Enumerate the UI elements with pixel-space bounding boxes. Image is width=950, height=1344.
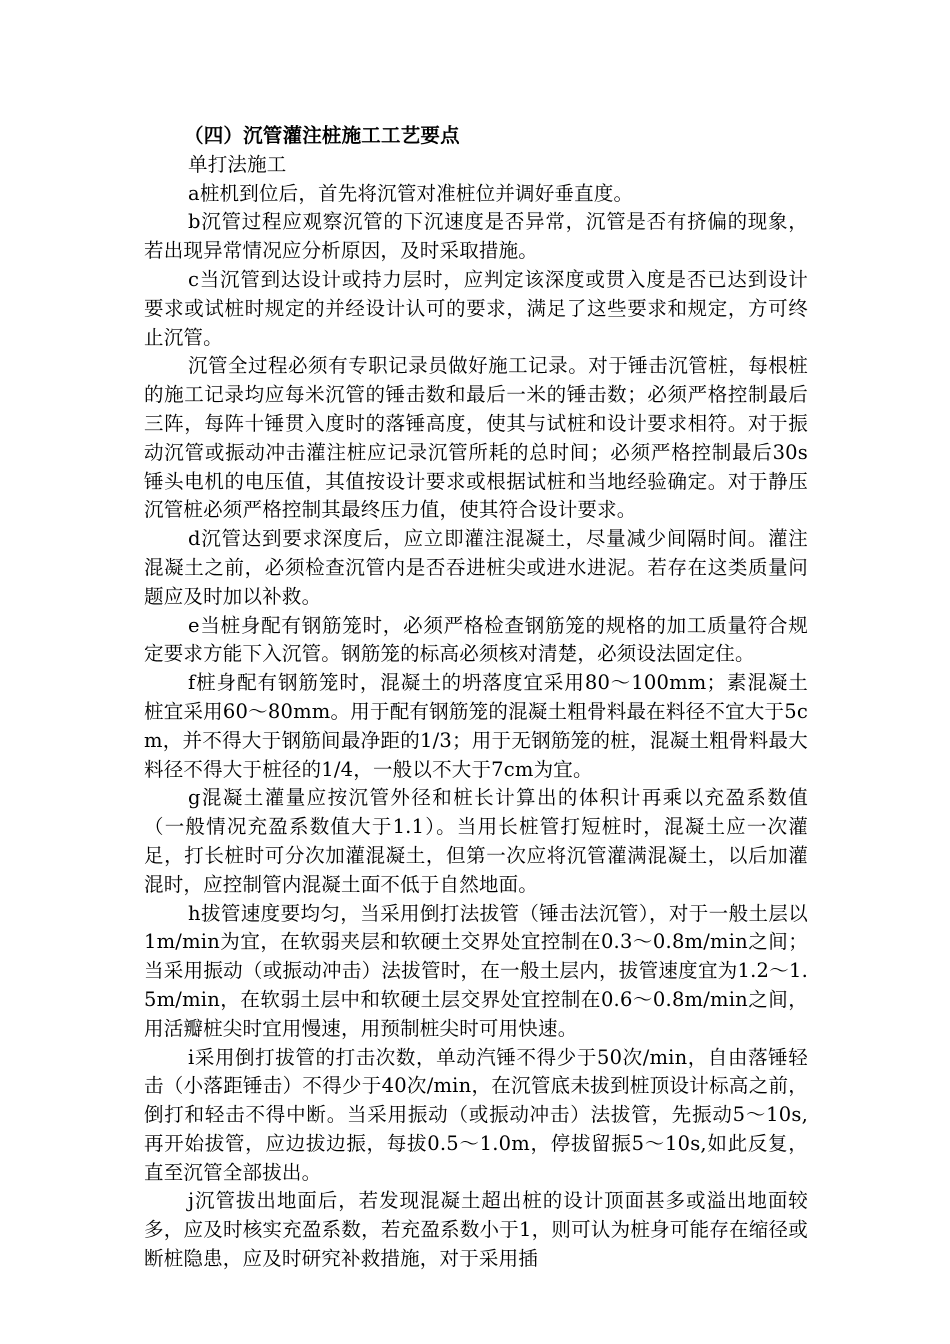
paragraph-d: d沉管达到要求深度后，应立即灌注混凝土，尽量减少间隔时间。灌注混凝土之前，必须检查沉管内是否吞进桩尖或进水进泥。若存在这类质量问题应及时加以补救。 bbox=[144, 527, 808, 608]
paragraph-e: e当桩身配有钢筋笼时，必须严格检查钢筋笼的规格的加工质量符合规定要求方能下入沉管。钢筋笼的标高必须核对清楚，必须设法固定住。 bbox=[144, 613, 808, 666]
paragraph-j: j沉管拔出地面后，若发现混凝土超出桩的设计顶面甚多或溢出地面较多，应及时核实充盈系数，若充盈系数小于1，则可认为桩身可能存在缩径或断桩隐患，应及时研究补救措施，对于采用插 bbox=[144, 1189, 808, 1271]
paragraph-i: i采用倒打拔管的打击次数，单动汽锤不得少于50次/min，自由落锤轻击（小落距锤击）不得少于40次/min，在沉管底未拔到桩顶设计标高之前，倒打和轻击不得中断。当采用振动（或振动冲击）法拔管，先振动5～10s,再开始拔管，应边拔边振，每拔0.5～1.0m，停拔留振5～10s,如此反复，直至沉管全部拔出。 bbox=[144, 1045, 808, 1184]
document-body bbox=[144, 122, 808, 1274]
paragraph-records: 沉管全过程必须有专职记录员做好施工记录。对于锤击沉管桩，每根桩的施工记录均应每米沉管的锤击数和最后一米的锤击数；必须严格控制最后三阵，每阵十锤贯入度时的落锤高度，使其与试桩和设计要求相符。对于振动沉管或振动冲击灌注桩应记录沉管所耗的总时间；必须严格控制最后30s锤头电机的电压值，其值按设计要求或根据试桩和当地经验确定。对于静压沉管桩必须严格控制其最终压力值，使其符合设计要求。 bbox=[144, 354, 808, 522]
paragraph-c: c当沉管到达设计或持力层时，应判定该深度或贯入度是否已达到设计要求或试桩时规定的并经设计认可的要求，满足了这些要求和规定，方可终止沉管。 bbox=[144, 267, 808, 349]
section-heading: （四）沉管灌注桩施工工艺要点 bbox=[184, 124, 460, 147]
paragraph-a: a桩机到位后，首先将沉管对准桩位并调好垂直度。 bbox=[188, 181, 634, 205]
paragraph-subheading: 单打法施工 bbox=[188, 152, 287, 176]
paragraph-b: b沉管过程应观察沉管的下沉速度是否异常，沉管是否有挤偏的现象，若出现异常情况应分析原因，及时采取措施。 bbox=[144, 210, 808, 263]
paragraph-h: h拔管速度要均匀，当采用倒打法拔管（锤击法沉管），对于一般土层以1m/min为宜，在软弱夹层和软硬土交界处宜控制在0.3～0.8m/min之间；当采用振动（或振动冲击）法拔管时，在一般土层内，拔管速度宜为1.2～1.5m/min，在软弱土层中和软硬土层交界处宜控制在0.6～0.8m/min之间，用活瓣桩尖时宜用慢速，用预制桩尖时可用快速。 bbox=[144, 901, 808, 1040]
paragraph-g: g混凝土灌量应按沉管外径和桩长计算出的体积计再乘以充盈系数值（一般情况充盈系数值大于1.1）。当用长桩管打短桩时，混凝土应一次灌足，打长桩时可分次加灌混凝土，但第一次应将沉管灌满混凝土，以后加灌混时，应控制管内混凝土面不低于自然地面。 bbox=[144, 786, 808, 896]
paragraph-f: f桩身配有钢筋笼时，混凝土的坍落度宜采用80～100mm；素混凝土桩宜采用60～80mm。用于配有钢筋笼的混凝土粗骨料最在料径不宜大于5cm，并不得大于钢筋间最净距的1/3；用于无钢筋笼的桩，混凝土粗骨料最大料径不得大于桩径的1/4，一般以不大于7cm为宜。 bbox=[144, 671, 808, 781]
